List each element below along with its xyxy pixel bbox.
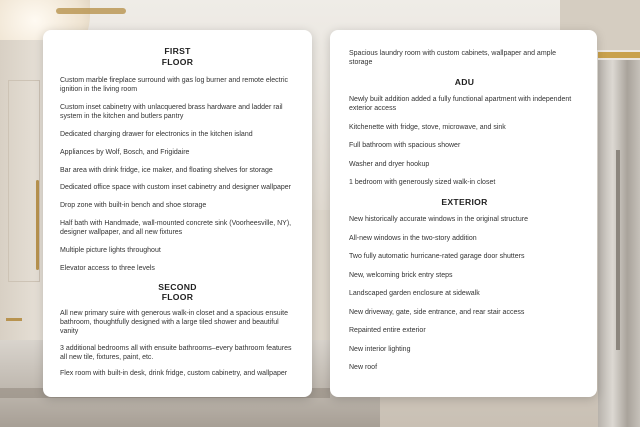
list-item: Elevator access to three levels xyxy=(60,264,155,272)
list-item: Dedicated charging drawer for electronics in the kitchen island xyxy=(60,131,253,138)
list-item: New historically accurate windows in the original structure xyxy=(349,216,528,224)
list-item: All new primary suire with generous walk-in closet and a spacious ensuite bathroom, thoughtfully designed with a large tiled shower and beautiful vanity xyxy=(60,309,288,335)
list-item: New driveway, gate, side entrance, and rear stair access xyxy=(349,308,525,316)
second-floor-cont-list xyxy=(349,49,580,67)
list-item: Drop zone with built-in bench and shoe storage xyxy=(60,202,207,210)
adu-heading: ADU xyxy=(454,76,475,87)
list-item: Dedicated office space with custom inset cabinetry and designer wallpaper xyxy=(60,184,291,192)
list-item: Custom marble fireplace surround with gas log burner and remote electric ignition in the living room xyxy=(60,77,288,94)
list-item: New interior lighting xyxy=(349,345,411,353)
exterior-list xyxy=(349,215,580,372)
list-item: Washer and dryer hookup xyxy=(349,160,430,168)
first-floor-heading: FIRST FLOOR xyxy=(161,46,194,67)
list-item: Bar area with drink fridge, ice maker, and floating shelves for storage xyxy=(60,166,273,174)
list-item: Half bath with Handmade, wall-mounted concrete sink (Voorheesville, NY), designer wallpaper, and all new fixtures xyxy=(60,219,292,237)
list-item: Repainted entire exterior xyxy=(349,327,426,335)
list-item: Spacious laundry room with custom cabinets, wallpaper and ample storage xyxy=(349,50,556,67)
list-item: 1 bedroom with generously sized walk-in closet xyxy=(349,179,496,187)
list-item: New, welcoming brick entry steps xyxy=(349,271,453,279)
list-item: Two fully automatic hurricane-rated garage door shutters xyxy=(349,253,525,261)
list-item: Appliances by Wolf, Bosch, and Frigidaire xyxy=(60,148,190,156)
list-item: Kitchenette with fridge, stove, microwave, and sink xyxy=(349,123,506,131)
list-item: All-new windows in the two-story addition xyxy=(349,234,477,242)
exterior-heading: EXTERIOR xyxy=(441,196,488,207)
list-item: Newly built addition added a fully functional apartment with independent exterior access xyxy=(349,96,572,113)
list-item: Flex room with built-in desk, drink fridge, custom cabinetry, and wallpaper xyxy=(60,370,288,378)
adu-list xyxy=(349,95,580,187)
list-item: Landscaped garden enclosure at sidewalk xyxy=(349,290,480,298)
list-item: Custom inset cabinetry with unlacquered brass hardware and ladder rail system in the kitchen and butlers pantry xyxy=(60,104,283,121)
first-floor-list xyxy=(60,76,295,273)
list-item: New roof xyxy=(349,364,378,372)
features-card-left xyxy=(43,30,312,397)
features-card-right xyxy=(330,30,597,397)
list-item: Full bathroom with spacious shower xyxy=(349,142,461,150)
list-item: Multiple picture lights throughout xyxy=(60,246,161,254)
second-floor-list xyxy=(60,309,295,379)
cabinet-left xyxy=(0,40,48,340)
second-floor-heading: SECOND FLOOR xyxy=(158,281,197,303)
list-item: 3 additional bedrooms all with ensuite bathrooms–every bathroom features all new tile, fixtures, paint, etc. xyxy=(60,344,292,361)
